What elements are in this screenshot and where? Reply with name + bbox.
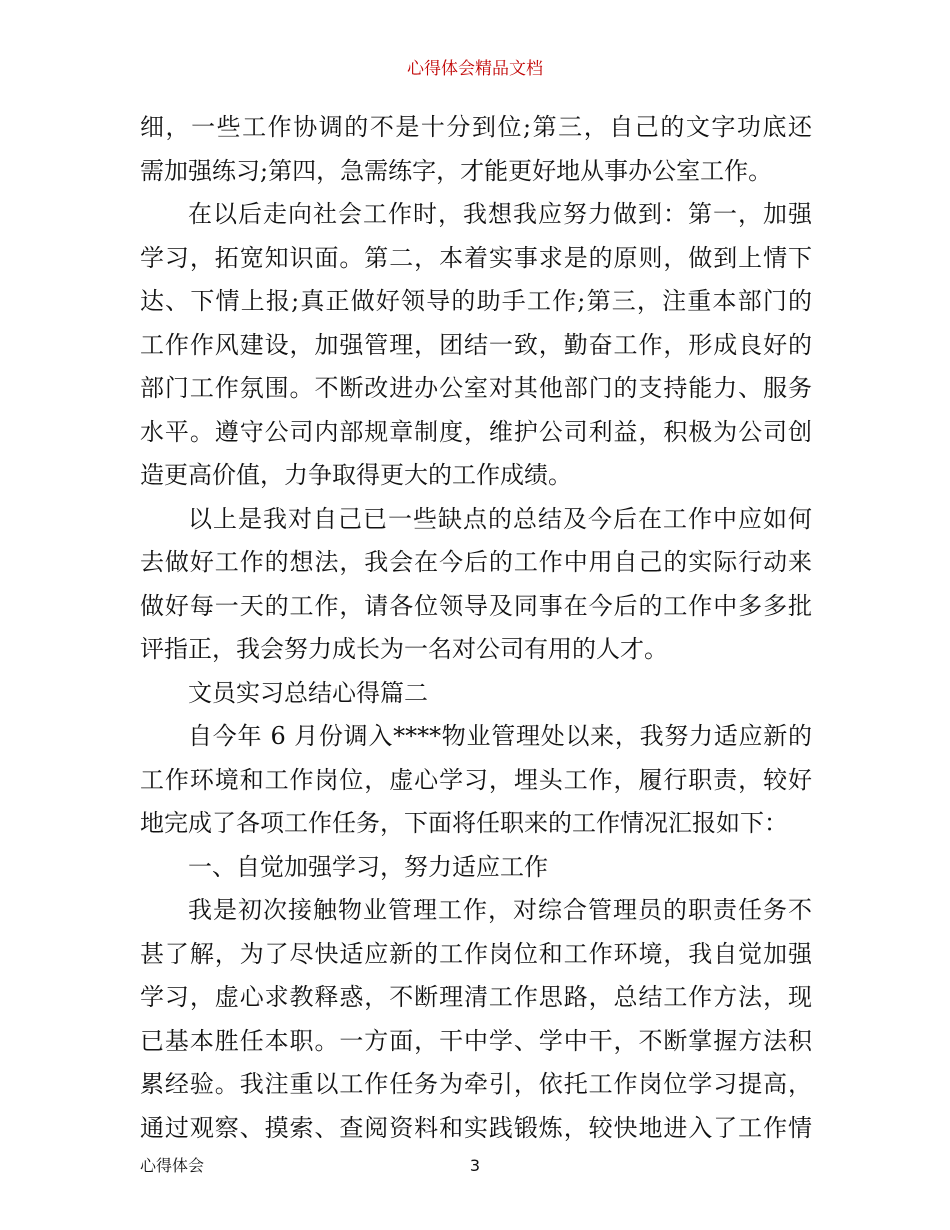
page-number: 3 [469, 1156, 481, 1175]
text-line: 我是初次接触物业管理工作，对综合管理员的职责任务不 [188, 896, 812, 924]
text-line: 甚了解，为了尽快适应新的工作岗位和工作环境，我自觉加强 [140, 939, 812, 968]
text-line: 文员实习总结心得篇二 [188, 678, 428, 707]
footer-label: 心得体会 [140, 1156, 205, 1175]
text-line: 以上是我对自己已一些缺点的总结及今后在工作中应如何 [188, 504, 812, 533]
text-line: 做好每一天的工作，请各位领导及同事在今后的工作中多多批 [140, 591, 812, 620]
text-line: 已基本胜任本职。一方面，干中学、学中干，不断掌握方法积 [140, 1026, 812, 1055]
text-line: 一、自觉加强学习，努力适应工作 [188, 852, 548, 881]
text-line: 需加强练习;第四，急需练字，才能更好地从事办公室工作。 [140, 156, 773, 185]
text-line: 累经验。我注重以工作任务为牵引，依托工作岗位学习提高， [140, 1070, 812, 1098]
document-header-title: 心得体会精品文档 [407, 59, 543, 79]
text-line: 自今年 6 月份调入****物业管理处以来，我努力适应新的 [188, 722, 812, 750]
text-line: 地完成了各项工作任务，下面将任职来的工作情况汇报如下： [140, 809, 788, 837]
text-line: 评指正，我会努力成长为一名对公司有用的人才。 [140, 635, 668, 663]
text-line: 学习，虚心求教释惑，不断理清工作思路，总结工作方法，现 [140, 983, 812, 1011]
text-line: 水平。遵守公司内部规章制度，维护公司利益，积极为公司创 [140, 417, 812, 446]
text-line: 造更高价值，力争取得更大的工作成绩。 [140, 461, 572, 489]
document-body [140, 106, 812, 1150]
text-line: 部门工作氛围。不断改进办公室对其他部门的支持能力、服务 [140, 374, 812, 402]
text-line: 通过观察、摸索、查阅资料和实践锻炼，较快地进入了工作情 [140, 1113, 812, 1142]
text-line: 去做好工作的想法，我会在今后的工作中用自己的实际行动来 [140, 548, 812, 576]
text-line: 学习，拓宽知识面。第二，本着实事求是的原则，做到上情下 [140, 243, 812, 272]
text-line: 工作作风建设，加强管理，团结一致，勤奋工作，形成良好的 [140, 330, 812, 359]
text-line: 在以后走向社会工作时，我想我应努力做到：第一，加强 [188, 200, 812, 228]
text-line: 细，一些工作协调的不是十分到位;第三，自己的文字功底还 [140, 113, 812, 141]
text-line: 达、下情上报;真正做好领导的助手工作;第三，注重本部门的 [140, 287, 812, 315]
text-line: 工作环境和工作岗位，虚心学习，埋头工作，履行职责，较好 [140, 765, 812, 794]
